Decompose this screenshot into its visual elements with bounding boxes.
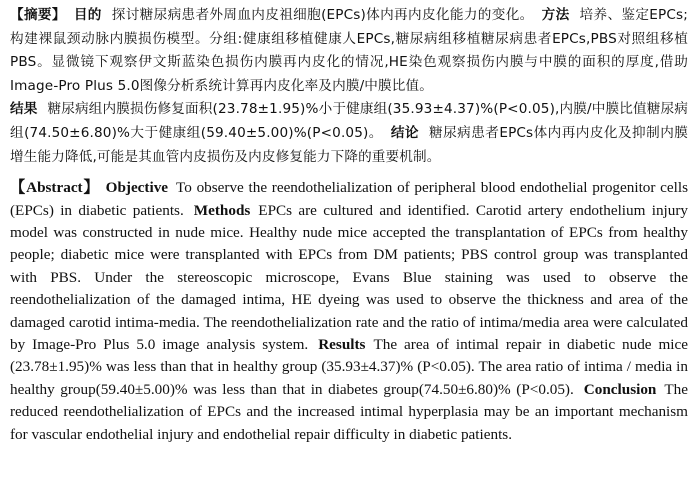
en-methods-text: EPCs are cultured and identified. Carotid artery endothelium injury model was constructed in nude mice. Healthy nude mice accepted the transplantation of EPCs from healthy people; diabetic mice were transplanted with EPCs from DM patients; PBS control group was transplanted with PBS. Under the stereoscopic microscope, Evans Blue staining was used to observe the reendothelialization of the damaged intima, HE dyeing was used to observe the thickness and area of the damaged carotid intima-media. The reendothelialization rate and the ratio of intima/media area were calculated by Image-Pro Plus 5.0 image analysis system. <box>10 201 689 353</box>
en-results-heading: Results <box>318 336 366 353</box>
english-abstract <box>10 177 688 446</box>
zh-objective-text: 探讨糖尿病患者外周血内皮祖细胞(EPCs)体内再内皮化能力的变化。 <box>111 7 534 23</box>
zh-methods-heading: 方法 <box>541 7 570 23</box>
en-methods-heading: Methods <box>193 201 251 219</box>
zh-objective-heading: 目的 <box>73 7 102 23</box>
english-abstract-paragraph <box>10 177 688 446</box>
chinese-abstract-paragraph <box>10 4 688 169</box>
zh-results-text: 糖尿病组内膜损伤修复面积(23.78±1.95)%小于健康组(35.93±4.37)%(P<0.05),内膜/中膜比值糖尿病组(74.50±6.80)%大于健康组(59.40±5.00)%(P<0.05)。 <box>10 101 688 141</box>
zh-conclusion-heading: 结论 <box>390 124 419 141</box>
en-conclusion-heading: Conclusion <box>583 380 657 398</box>
en-conclusion-text: The reduced reendothelialization of EPCs and the increased intimal hyperplasia may be an important mechanism for vascular endothelial injury and endothelial repair difficulty in diabetic patients. <box>10 380 688 443</box>
zh-results-heading: 结果 <box>10 101 38 118</box>
chinese-abstract <box>10 4 688 169</box>
zh-methods-text: 培养、鉴定EPCs;构建裸鼠颈动脉内膜损伤模型。分组:健康组移植健康人EPCs,糖尿病组移植糖尿病患者EPCs,PBS对照组移植PBS。显微镜下观察伊文斯蓝染色损伤内膜再内皮化的情况,HE染色观察损伤内膜与中膜的面积的厚度,借助Image-Pro Plus 5.0图像分析系统计算再内皮化率及内膜/中膜比值。 <box>10 7 688 94</box>
zh-conclusion-text: 糖尿病患者EPCs体内再内皮化及抑制内膜增生能力降低,可能是其血管内皮损伤及内皮修复能力下降的重要机制。 <box>10 124 688 165</box>
en-abstract-label: 【Abstract】 <box>10 179 100 197</box>
en-results-text: The area of intimal repair in diabetic nude mice (23.78±1.95)% was less than that in healthy group (35.93±4.37)% (P<0.05). The area ratio of intima / media in healthy group(59.40±5.00)% was less than that in diabetes group(74.50±6.80)% (P<0.05). <box>10 336 689 398</box>
en-objective-text: To observe the reendothelialization of peripheral blood endothelial progenitor cells (EPCs) in diabetic patients. <box>10 179 688 219</box>
zh-abstract-label: 【摘要】 <box>10 7 66 23</box>
en-objective-heading: Objective <box>105 179 169 197</box>
